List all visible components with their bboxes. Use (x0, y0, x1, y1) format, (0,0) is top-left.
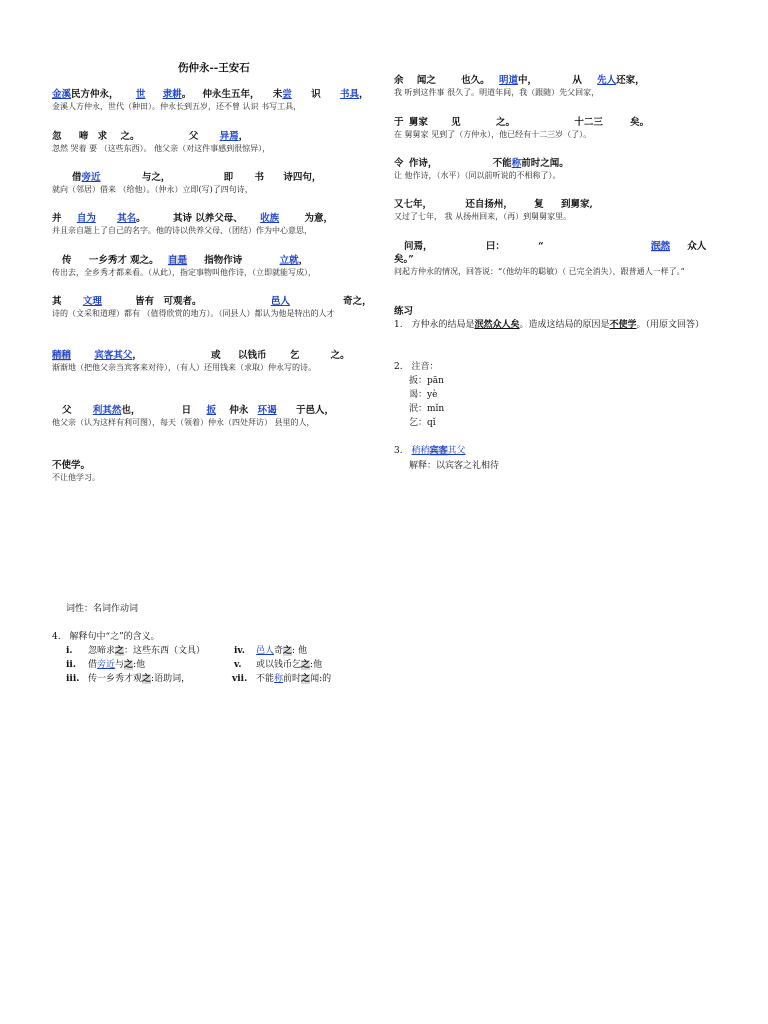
text: 未 (272, 89, 283, 100)
text: 。 (136, 213, 146, 224)
q1-text: 。（用原文回答） (636, 320, 705, 330)
translation-line-3: 就向（邻居）借来 （给他）。（仲永）立即(写)了四句诗， (52, 185, 253, 194)
link-shouzu[interactable]: 收族 (260, 213, 280, 224)
pinyin-item-1: 扳：pān (409, 376, 444, 386)
pinyin-item-2: 谒：yè (409, 390, 438, 400)
link-wenli[interactable]: 文理 (82, 296, 102, 307)
text: “ (538, 241, 544, 252)
text: 之。 (120, 131, 140, 142)
text: 于 (394, 117, 404, 128)
translation-line-r3: 让 他作诗，（水平）（同以前听说的不相称了）。 (394, 171, 561, 180)
text: 余 (394, 75, 404, 86)
text: ， (238, 131, 249, 142)
text: 可观者。 (163, 296, 202, 307)
item-target-char: 之 (301, 660, 311, 670)
source-line-2 (52, 130, 248, 143)
q4-item-vii (232, 672, 331, 686)
link-yiren[interactable]: 邑人 (270, 296, 290, 307)
page-title: 伤仲永--王安石 (178, 62, 250, 74)
item-text: 或以钱币乞 (256, 660, 302, 670)
source-line-r4 (394, 198, 593, 211)
item-answer: 闻:的 (310, 674, 332, 684)
text: 众人 (687, 241, 707, 252)
translation-line-6: 诗的（文采和道理）都有 （值得欣赏的地方）。（同县人）都认为他是特出的人才 (52, 309, 335, 318)
text: 日 (181, 405, 192, 416)
text: 矣。 (630, 117, 650, 128)
pinyin-item-3: 泯：mǐn (409, 404, 445, 414)
text: ， (359, 89, 369, 100)
q1-text: 。造成这结局的原因是 (519, 320, 610, 330)
link-binke[interactable]: 宾客其父 (94, 350, 133, 361)
part-of-speech-note: 词性：名词作动词 (66, 604, 139, 614)
source-line-5 (62, 254, 308, 267)
text: 为意， (304, 213, 333, 224)
text: 父 (188, 131, 199, 142)
text: 书 (254, 172, 265, 183)
translation-line-5: 传出去，全乡秀才都来看。（从此），指定事物叫他作诗，（立即就能写成）， (52, 268, 316, 277)
translation-line-9: 不让他学习。 (52, 473, 100, 482)
text: 父 (62, 405, 72, 416)
q4-item-v (234, 658, 322, 672)
text: 即 (223, 172, 234, 183)
q4-number: 4. (52, 632, 61, 642)
text: 从 (572, 75, 582, 86)
text: 求 (97, 131, 108, 142)
text: 指物作诗 (204, 255, 243, 266)
text: 令 (394, 158, 404, 169)
text: 仲永生五年， (202, 89, 260, 100)
link-q3-shaoshao[interactable]: 稍稍 (411, 446, 430, 456)
link-qiming[interactable]: 其名 (117, 213, 137, 224)
text: 闻之 (416, 75, 436, 86)
item-answer: :语助词， (151, 674, 191, 684)
item-text: 与 (115, 660, 125, 670)
text: 奇之， (343, 296, 372, 307)
text: 前时之闻。 (521, 158, 569, 169)
link-chang[interactable]: 尝 (282, 89, 292, 100)
q4-label: 解释句中“之”的含义。 (69, 632, 160, 642)
source-line-3 (72, 171, 321, 184)
link-ligeng[interactable]: 隶耕 (162, 89, 182, 100)
item-target-char: 之 (283, 646, 293, 656)
link-minran[interactable]: 泯然 (650, 241, 670, 252)
link-ziwei[interactable]: 自为 (76, 213, 96, 224)
item-number: iv. (234, 646, 245, 656)
source-line-9: 不使学。 (52, 460, 91, 471)
text: 其 (52, 296, 62, 307)
item-number: v. (234, 660, 242, 670)
q1-answer-1: 泯然众人矣 (474, 320, 520, 330)
item-number: vii. (232, 674, 248, 684)
question-4 (52, 630, 160, 644)
link-pangjin[interactable]: 旁近 (81, 172, 101, 183)
link-shaoshao[interactable]: 稍稍 (52, 350, 72, 361)
link-xianren[interactable]: 先人 (597, 75, 617, 86)
q4-item-i (66, 644, 205, 658)
text: 也， (121, 405, 141, 416)
link-jinxi[interactable]: 金溪 (52, 89, 72, 100)
link-cheng-2[interactable]: 称 (274, 674, 284, 684)
text: 诗四句， (283, 172, 322, 183)
link-q3-qifu[interactable]: 其父 (447, 446, 466, 456)
link-zishi[interactable]: 自是 (167, 255, 187, 266)
question-2 (394, 360, 438, 374)
pinyin-item-4: 乞：qǐ (409, 418, 436, 428)
link-cheng[interactable]: 称 (511, 158, 522, 169)
link-shuju[interactable]: 书具 (340, 89, 360, 100)
text: 。 (181, 89, 192, 100)
translation-line-4: 并且亲自题上了自己的名字。他的诗以供养父母、（团结）作为中心意思， (52, 226, 312, 235)
text: 仲永 (229, 405, 249, 416)
text: ， (132, 350, 142, 361)
source-line-4 (52, 212, 333, 225)
text: 皆有 (135, 296, 155, 307)
source-line-6 (52, 295, 372, 308)
translation-line-r1: 我 听到这件事 很久了。明道年间，我（跟随）先父回家， (394, 88, 600, 97)
q4-item-ii (66, 658, 145, 672)
text: 又七年， (394, 199, 433, 210)
text: 其诗 以养父母、 (173, 213, 243, 224)
item-answer: :他 (133, 660, 146, 670)
text: 传 (62, 255, 72, 266)
item-target-char: 之 (301, 674, 311, 684)
item-target-char: 之 (115, 646, 125, 656)
item-text: 奇 (274, 646, 284, 656)
link-yiren-2[interactable]: 邑人 (256, 646, 275, 656)
q1-number: 1. (394, 320, 403, 330)
text: 与之， (141, 172, 171, 183)
item-number: i. (66, 646, 73, 656)
text: 曰： (485, 241, 505, 252)
text: 并 (52, 213, 62, 224)
question-3-explanation: 解释：以宾客之礼相待 (409, 461, 500, 471)
text: 以钱币 (238, 350, 267, 361)
text: 不能 (492, 158, 512, 169)
text: 于邑人， (295, 405, 334, 416)
text: 识 (311, 89, 321, 100)
text: 还家， (616, 75, 645, 86)
item-target-char: 之 (124, 660, 134, 670)
translation-line-r2: 在 舅舅家 见到了（方仲永），他已经有十二三岁（了）。 (394, 130, 592, 139)
q1-answer-2: 不使学 (609, 320, 637, 330)
q1-text: 方仲永的结局是 (411, 320, 475, 330)
q2-number: 2. (394, 362, 403, 372)
source-line-r1 (394, 74, 645, 87)
text: 中， (518, 75, 538, 86)
link-mingdao[interactable]: 明道 (498, 75, 518, 86)
item-target-char: 之 (142, 674, 152, 684)
question-3 (394, 444, 466, 458)
practice-heading: 练习 (394, 306, 414, 317)
q4-item-iii (66, 672, 190, 686)
link-q3-binke[interactable]: 宾客 (429, 446, 448, 456)
text: 还自扬州， (465, 199, 513, 210)
source-line-r5 (404, 240, 706, 253)
link-yiyan[interactable]: 异焉 (219, 131, 239, 142)
source-line-r3 (394, 157, 569, 170)
text: 借 (72, 172, 82, 183)
text: 见 (451, 117, 461, 128)
link-liqiran[interactable]: 利其然 (92, 405, 122, 416)
translation-line-r4: 又过了七年， 我 从扬州回来，（再）到舅舅家里。 (394, 212, 572, 221)
source-line-1 (52, 88, 369, 101)
link-pangjin-2[interactable]: 旁近 (97, 660, 116, 670)
link-shi[interactable]: 世 (135, 89, 146, 100)
text: 啼 (78, 131, 89, 142)
item-text: 忽啼求 (88, 646, 116, 656)
text: 问焉， (404, 241, 433, 252)
translation-line-8: 他父亲（认为这样有利可图），每天（领着）仲永（四处拜访） 县里的人， (52, 418, 315, 427)
text: 舅家 (408, 117, 428, 128)
text: 忽 (52, 131, 62, 142)
q4-item-iv (234, 644, 307, 658)
text: 复 (534, 199, 544, 210)
link-lijiu[interactable]: 立就 (279, 255, 299, 266)
link-huanye[interactable]: 环谒 (257, 405, 277, 416)
text: 到舅家, (560, 199, 593, 210)
link-pan[interactable]: 扳 (206, 405, 217, 416)
item-text: 借 (88, 660, 98, 670)
item-number: iii. (66, 674, 80, 684)
item-text: 不能 (256, 674, 275, 684)
item-answer: : 他 (292, 646, 307, 656)
q2-label: 注音： (411, 362, 439, 372)
item-answer: :他 (310, 660, 323, 670)
translation-line-r5: 问起方仲永的情况，回答说：“（他幼年的聪敏）（ 已完全消失），跟普通人一样了。” (394, 267, 685, 276)
question-1 (394, 318, 714, 332)
text: 作诗， (408, 158, 438, 169)
source-line-8 (62, 404, 334, 417)
item-number: ii. (66, 660, 76, 670)
source-line-r2 (394, 116, 649, 129)
item-text: 传一乡秀才观 (88, 674, 143, 684)
translation-line-2: 忽然 哭着 要 （这些东西）。 他父亲（对这件事感到很惊异）， (52, 144, 271, 153)
text: 之。 (330, 350, 350, 361)
q3-number: 3. (394, 446, 403, 456)
source-line-r5b: 矣。” (394, 254, 414, 265)
item-answer: ：这些东西（文具） (124, 646, 206, 656)
text: 也久。 (461, 75, 490, 86)
text: 一乡秀才 观之。 (88, 255, 159, 266)
text: 民方仲永， (71, 89, 119, 100)
text: ， (298, 255, 309, 266)
text: 或 (211, 350, 221, 361)
translation-line-7: 渐渐地（把他父亲当宾客来对待），（有人）还用钱来（求取）仲永写的诗。 (52, 363, 316, 372)
text: 十二三 (574, 117, 603, 128)
text: 乞 (289, 350, 300, 361)
text: 之。 (495, 117, 515, 128)
item-text: 前时 (283, 674, 302, 684)
source-line-7 (52, 349, 350, 362)
translation-line-1: 金溪人方仲永，世代（种田）。仲永长到五岁，还不曾 认识 书写工具， (52, 102, 302, 111)
